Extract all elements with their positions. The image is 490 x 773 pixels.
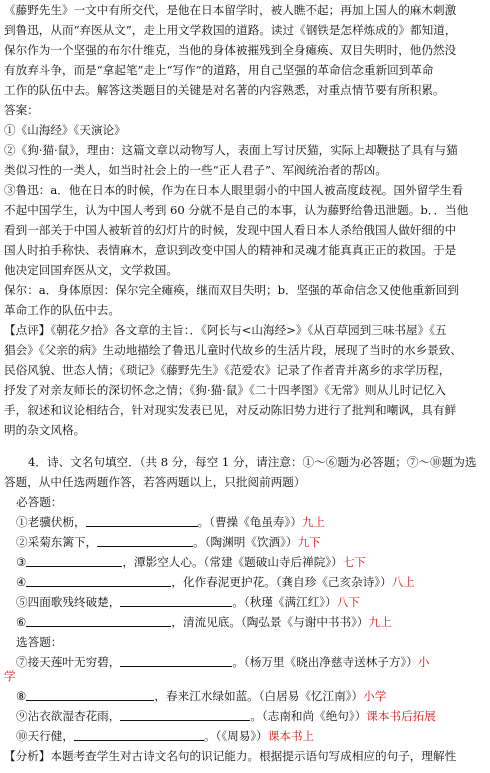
- fill-item: [16, 612, 488, 632]
- answer-line: 他决定回国弃医从文，文学救国。: [4, 263, 178, 277]
- grade-note: 小: [417, 655, 430, 669]
- item-before: ⑩天行健，: [16, 729, 74, 743]
- answer-blank[interactable]: [120, 708, 250, 721]
- item-before: ⑨沾衣欲湿杏花雨，: [16, 709, 121, 723]
- answer-blank[interactable]: [26, 688, 154, 701]
- grade-note: 小学: [363, 689, 387, 703]
- comment-line: 明的杂文风格。: [4, 423, 86, 437]
- fill-item: [16, 512, 488, 532]
- answer-blank[interactable]: [26, 554, 122, 567]
- answer-line: 保尔：a．身体原因：保尔完全瘫痪，继而双目失明；b．坚强的革命信念又使他重新回到: [4, 283, 459, 297]
- item-before: ⑤四面歌残终破楚，: [16, 595, 121, 609]
- text-line: 到鲁迅，从而“弃医从文”，走上用文学救国的道路。读过《钢铁是怎样炼成的》都知道，: [4, 23, 457, 37]
- fill-item: [16, 552, 488, 572]
- fill-item: [16, 532, 488, 552]
- comment-line: 民俗风貌、世态人情；《琐记》《藤野先生》《范爱农》记录了作者青并离乡的求学历程，: [4, 363, 451, 377]
- item-after: 。（志南和尚《绝句》）: [250, 709, 367, 723]
- answer-line: 看到一部关于中国人被斩首的幻灯片的时候，发现中国人看日本人杀给俄国人做奸细的中: [4, 223, 457, 237]
- grade-note: 九上: [301, 515, 326, 529]
- item-after: 。（杨万里《晓出净慈寺送林子方》）: [232, 655, 418, 669]
- fill-item: [16, 706, 488, 726]
- item-after: ，春来江水绿如蓝。（白居易《忆江南》）: [154, 689, 364, 703]
- answer-blank[interactable]: [120, 654, 232, 667]
- fill-item: [16, 592, 488, 612]
- item-after: ，潭影空人心。（常建《题破山寺后禅院》）: [122, 555, 343, 569]
- fill-item: [16, 686, 488, 706]
- grade-note: 课本书后拓展: [366, 709, 436, 723]
- answer-blank[interactable]: [120, 594, 232, 607]
- answer-line: 国人时拍手称快、表情麻木，意识到改变中国人的精神和灵魂才能真真正正的救国。于是: [4, 243, 457, 257]
- answer-line: ①《山海经》《天演论》: [4, 123, 126, 137]
- comment-line: 【点评】《朝花夕拾》各文章的主旨：．《阿长与<山海经>》《从百草园到三味书屋》《五: [4, 323, 447, 337]
- grade-note: 课本书上: [267, 729, 315, 743]
- item-before: ②采菊东篱下，: [16, 535, 98, 549]
- grade-note: 九上: [368, 615, 392, 629]
- optional-label: 选答题：: [16, 635, 63, 649]
- question-line: 4．诗、文名句填空．（共 8 分，每空 1 分，请注意：①～⑥题为必答题；⑦～⑩题为选: [28, 455, 477, 469]
- answer-line: ③鲁迅：a．他在日本的时候，作为在日本人眼里弱小的中国人被高度歧视。国外留学生看: [4, 183, 464, 197]
- text-line: 有放弃斗争，而是“拿起笔”走上“写作”的道路，用自己坚强的革命信念重新回到革命: [4, 63, 434, 77]
- item-after: 。（秋瑾《满江红》）: [232, 595, 337, 609]
- comment-line: 猖会》《父亲的病》生动地描绘了鲁迅儿童时代故乡的生活片段，展现了当时的水乡景致、: [4, 343, 462, 357]
- text-line: 《藤野先生》一文中有所交代，是他在日本留学时，被人瞧不起；再加上国人的麻木刺激: [4, 3, 457, 17]
- item-after: ，清流见底。（陶弘景《与谢中书书》）: [171, 615, 369, 629]
- answer-blank[interactable]: [97, 534, 193, 547]
- answer-blank[interactable]: [26, 614, 171, 627]
- item-after: 。（《周易》）: [203, 729, 268, 743]
- item-before: ⑦接天莲叶无穷碧，: [16, 655, 121, 669]
- item-after: 。（陶渊明《饮酒》）: [193, 535, 298, 549]
- item-after: ，化作春泥更护花。（龚自珍《己亥杂诗》）: [171, 575, 392, 589]
- grade-note: 七下: [342, 555, 366, 569]
- answer-line: ②《狗·猫·鼠》，理由：这篇文章以动物写人，表面上写讨厌猫，实际上却鞭挞了具有与猫: [4, 143, 458, 157]
- item-before: ①老骥伏枥，: [16, 515, 86, 529]
- answer-line: 革命工作的队伍中去。: [4, 303, 120, 317]
- answer-blank[interactable]: [86, 514, 198, 527]
- question-line: 答题，从中任选两题作答，若答两题以上，只批阅前两题）: [4, 475, 306, 489]
- answer-blank[interactable]: [26, 574, 171, 587]
- item-before: ⑧: [16, 689, 27, 703]
- text-line: 保尔作为一个坚强的布尔什维克，当他的身体被摧残到全身瘫痪、双目失明时，他仍然没: [4, 43, 457, 57]
- grade-note-wrap: 学: [4, 669, 16, 683]
- answer-line: 类似习性的一类人，如当时社会上的一些“正人君子”、军阀统治者的帮凶。: [4, 163, 387, 177]
- item-before: ④: [16, 575, 27, 589]
- grade-note: 八下: [336, 595, 360, 609]
- fill-item: [16, 572, 488, 592]
- text-line: 工作的队伍中去。解答这类题目的关键是对名著的内容熟悉，对重点情节要有所积累。: [4, 83, 445, 97]
- fill-item: [16, 726, 488, 746]
- item-before: ③: [16, 555, 27, 569]
- grade-note: 八上: [391, 575, 415, 589]
- comment-line: 抒发了对亲友师长的深切怀念之情；《狗·猫·鼠》《二十四孝图》《无常》则从儿时记忆入: [4, 383, 447, 397]
- required-label: 必答题：: [16, 495, 63, 509]
- comment-line: 手，叙述和议论相结合，针对现实发表已见，对反动陈旧势力进行了批判和嘲讽，具有鲜: [4, 403, 457, 417]
- analysis-line: 【分析】本题考查学生对古诗文名句的识记能力。根据提示语句写成相应的句子，理解性: [4, 749, 457, 763]
- answer-label: 答案：: [4, 103, 39, 117]
- answer-blank[interactable]: [74, 728, 204, 741]
- item-before: ⑥: [16, 615, 27, 629]
- answer-line: 不起中国学生，认为中国人考到 60 分就不是自己的本事，认为藤野给鲁迅泄题。b．．当他: [4, 203, 469, 217]
- grade-note: 九下: [297, 535, 321, 549]
- item-after: 。（曹操《龟虽寿》）: [197, 515, 302, 529]
